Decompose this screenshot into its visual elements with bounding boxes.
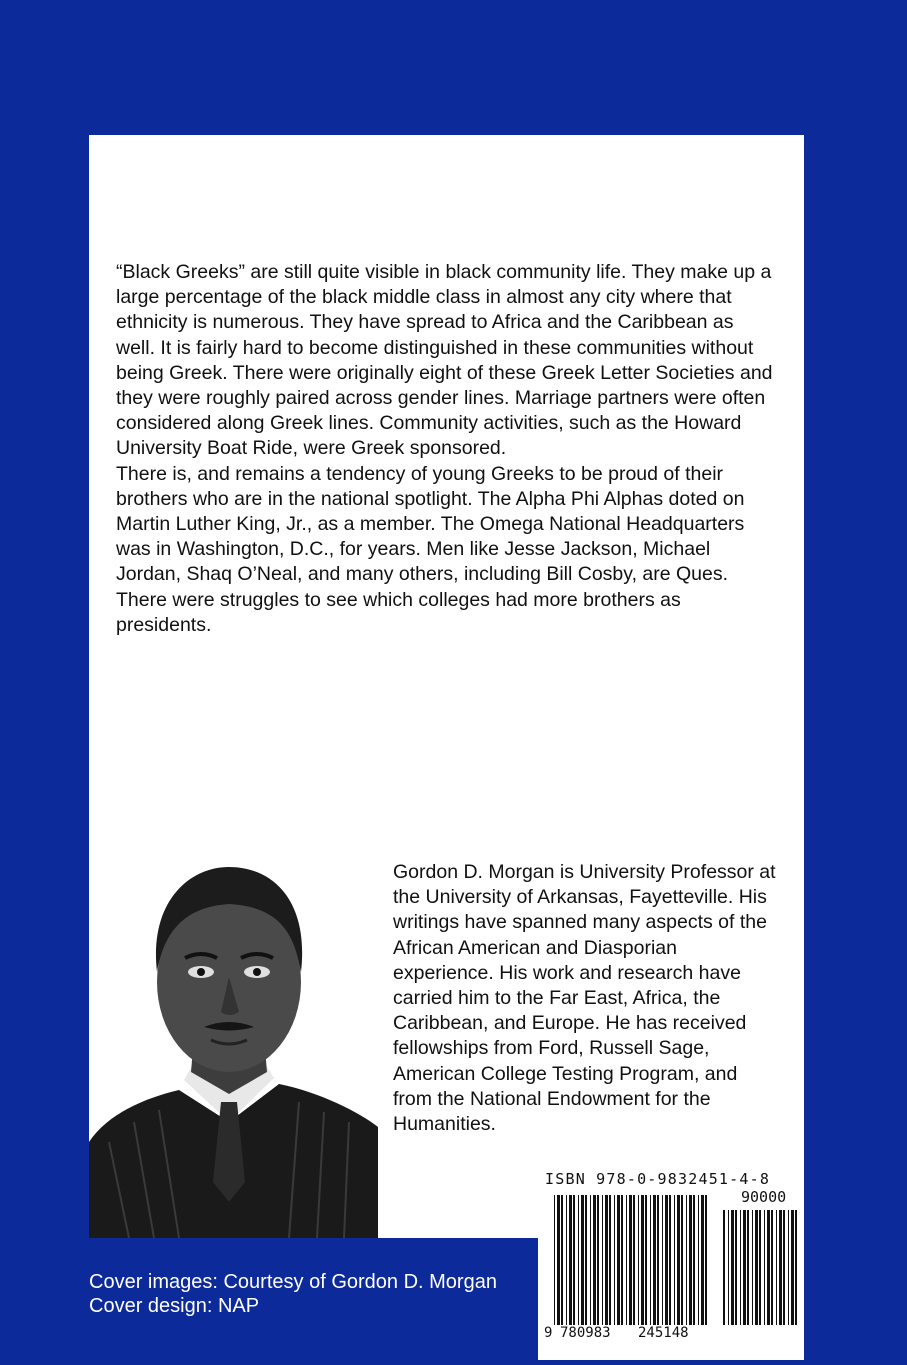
- barcode-bar: [626, 1195, 627, 1325]
- barcode-bar: [641, 1195, 644, 1325]
- barcode-bar: [674, 1195, 675, 1325]
- barcode-bar: [573, 1195, 575, 1325]
- ean-first-digit: 9: [544, 1325, 553, 1341]
- barcode-bar: [681, 1195, 683, 1325]
- author-bio: Gordon D. Morgan is University Professor at the University of Arkansas, Fayetteville. His writings have spanned many aspects of the African American and Diasporian experience. His work and research have carried him to the Far East, Africa, the Caribbean, and Europe. He has received fellowships from Ford, Russell Sage, American College Testing Program, and from the National Endowment for the Humanities.: [393, 861, 776, 1136]
- barcode-bar: [791, 1210, 794, 1325]
- isbn-barcode: [538, 1165, 804, 1360]
- barcode-bar: [569, 1195, 572, 1325]
- barcode-bar: [779, 1210, 782, 1325]
- barcode-bar: [554, 1195, 555, 1325]
- barcode-bar: [638, 1195, 639, 1325]
- cover-design-credit: Cover design: NAP: [89, 1295, 260, 1317]
- barcode-bar: [597, 1195, 599, 1325]
- price-code: 90000: [741, 1188, 787, 1206]
- barcode-bar: [621, 1195, 623, 1325]
- barcode-bar: [566, 1195, 567, 1325]
- barcode-bar: [701, 1195, 704, 1325]
- barcode-bar: [735, 1210, 737, 1325]
- barcode-bar: [723, 1210, 725, 1325]
- barcode-bar: [593, 1195, 596, 1325]
- barcode-bar: [629, 1195, 632, 1325]
- barcode-bar: [665, 1195, 668, 1325]
- barcode-bar: [788, 1210, 789, 1325]
- barcode-bar: [747, 1210, 749, 1325]
- barcode-bar: [776, 1210, 777, 1325]
- barcode-bar: [698, 1195, 699, 1325]
- author-portrait-illustration: [89, 822, 378, 1238]
- barcode-bar: [743, 1210, 746, 1325]
- barcode-bar: [740, 1210, 741, 1325]
- barcode-bar: [617, 1195, 620, 1325]
- barcode-bar: [795, 1210, 797, 1325]
- barcode-bar: [650, 1195, 651, 1325]
- barcode-bar: [657, 1195, 659, 1325]
- barcode-bar: [693, 1195, 695, 1325]
- barcode-bar: [783, 1210, 785, 1325]
- cover-images-credit: Cover images: Courtesy of Gordon D. Morgan: [89, 1271, 497, 1293]
- cover-credits: [89, 1270, 497, 1318]
- barcode-bar: [705, 1195, 707, 1325]
- book-blurb: [116, 260, 776, 638]
- barcode-bar: [669, 1195, 671, 1325]
- barcode-bar: [585, 1195, 587, 1325]
- blurb-paragraph-1: “Black Greeks” are still quite visible in black community life. They make up a large percentage of the black middle class in almost any city where that ethnicity is numerous. They have spread to Africa and the Caribbean as well. It is fairly hard to become distinguished in these communities without being Greek. There were originally eight of these Greek Letter Societies and they were roughly paired across gender lines. Marriage partners were often considered along Greek lines. Community activities, such as the Howard University Boat Ride, were Greek sponsored.: [116, 261, 773, 460]
- author-photo: [89, 822, 378, 1238]
- barcode-bar: [609, 1195, 611, 1325]
- barcode-bar: [728, 1210, 729, 1325]
- barcode-bar: [578, 1195, 579, 1325]
- isbn-label: ISBN 978-0-9832451-4-8: [545, 1170, 771, 1188]
- barcode-bar: [689, 1195, 692, 1325]
- ean-left-digits: 780983: [560, 1325, 611, 1341]
- barcode-bar: [645, 1195, 647, 1325]
- barcode-bar: [767, 1210, 770, 1325]
- barcode-bar: [561, 1195, 563, 1325]
- barcode-bar: [764, 1210, 765, 1325]
- barcode-bar: [633, 1195, 635, 1325]
- barcode-bar: [581, 1195, 584, 1325]
- barcode-bar: [557, 1195, 560, 1325]
- ean-right-digits: 245148: [638, 1325, 689, 1341]
- barcode-bar: [755, 1210, 758, 1325]
- barcode-bar: [653, 1195, 656, 1325]
- barcode-bar: [605, 1195, 608, 1325]
- barcode-graphic: [538, 1165, 804, 1360]
- barcode-bar: [759, 1210, 761, 1325]
- barcode-bar: [731, 1210, 734, 1325]
- barcode-bar: [614, 1195, 615, 1325]
- barcode-bar: [590, 1195, 591, 1325]
- barcode-bar: [771, 1210, 773, 1325]
- barcode-bar: [686, 1195, 687, 1325]
- blurb-paragraph-2: There is, and remains a tendency of young Greeks to be proud of their brothers who are in the national spotlight. The Alpha Phi Alphas doted on Martin Luther King, Jr., as a member. The Omega National Headquarters was in Washington, D.C., for years. Men like Jesse Jackson, Michael Jordan, Shaq O’Neal, and many others, including Bill Cosby, are Ques. There were struggles to see which colleges had more brothers as presidents.: [116, 462, 745, 636]
- barcode-bar: [662, 1195, 663, 1325]
- barcode-bar: [677, 1195, 680, 1325]
- barcode-bar: [752, 1210, 753, 1325]
- barcode-bar: [602, 1195, 603, 1325]
